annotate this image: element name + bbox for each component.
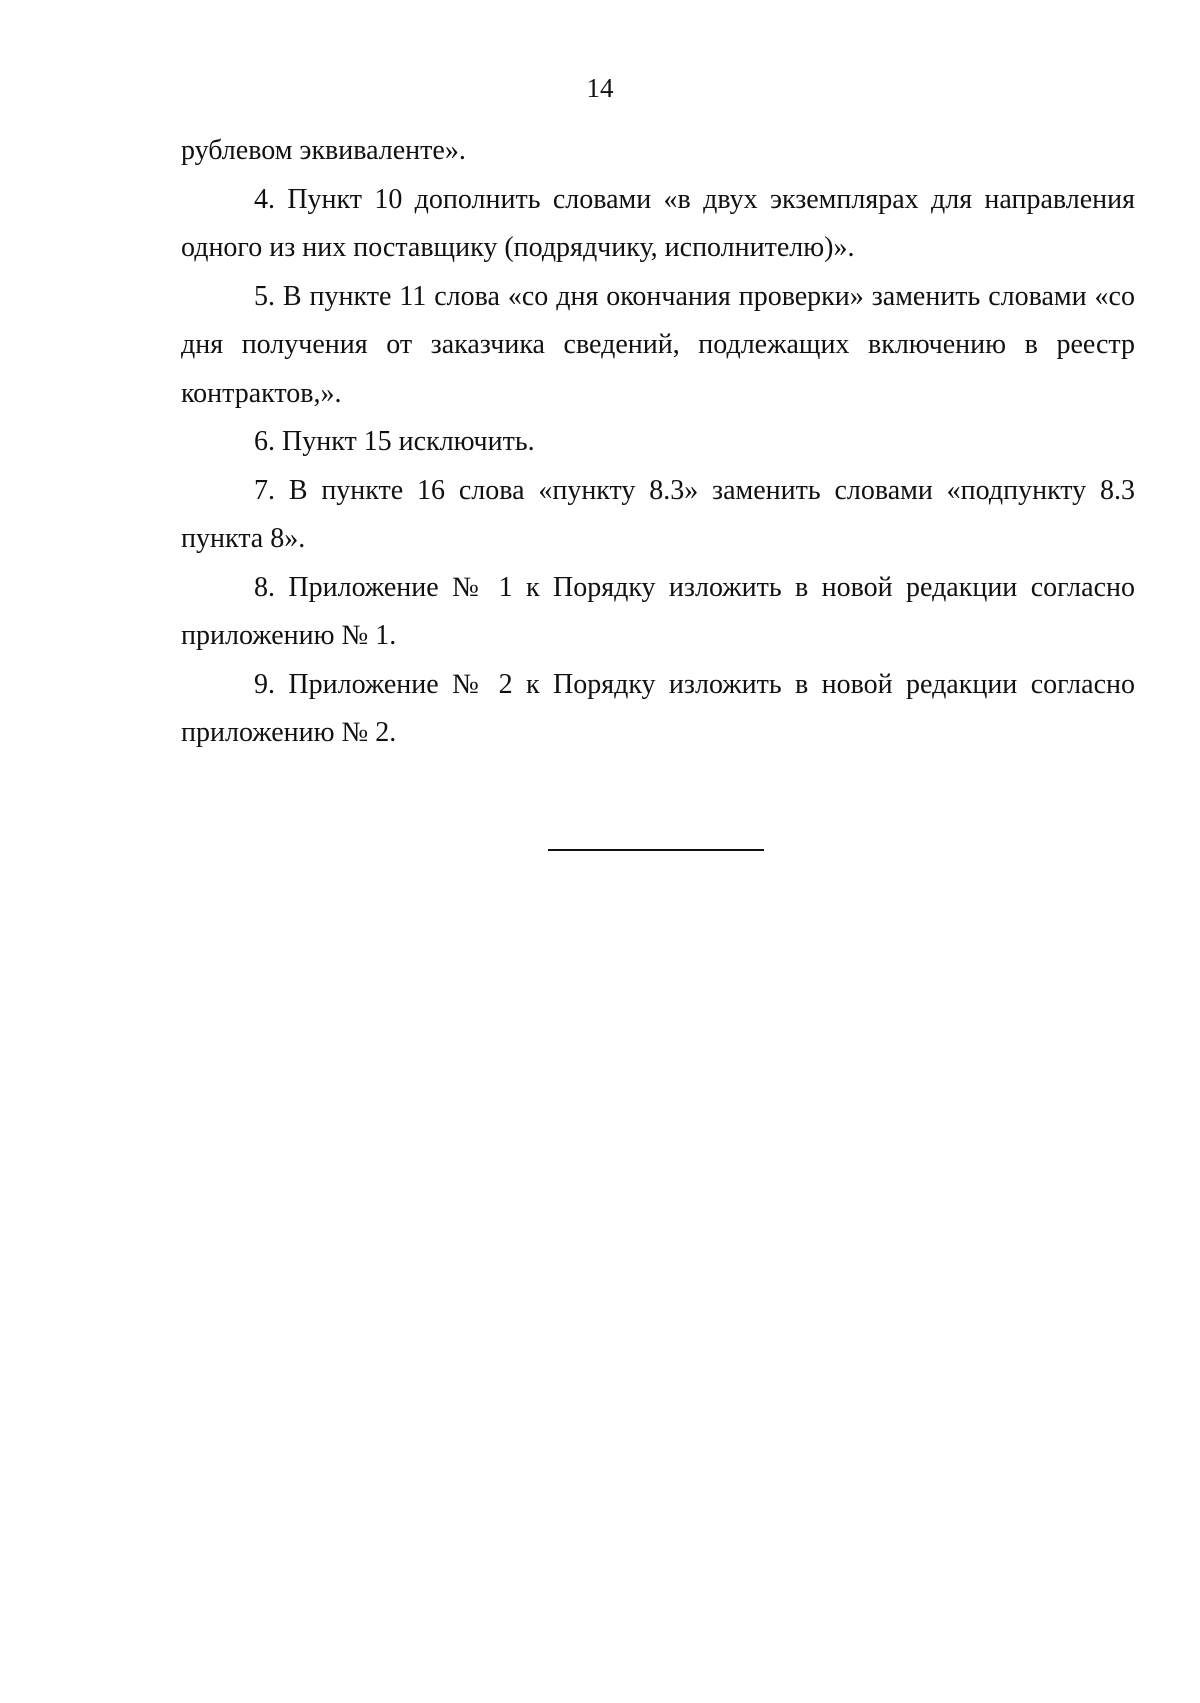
document-body [181,127,1135,758]
page-number: 14 [586,73,614,103]
paragraph-continuation: рублевом эквиваленте». [181,135,466,166]
paragraph-item-5: 5. В пункте 11 слова «со дня окончания проверки» заменить словами «со дня получения от заказчика сведений, подлежащих включению в реестр контрактов,». [181,280,1135,409]
paragraph-item-9: 9. Приложение № 2 к Порядку изложить в новой редакции согласно приложению № 2. [181,668,1135,748]
paragraph-item-6: 6. Пункт 15 исключить. [254,426,535,457]
paragraph-item-7: 7. В пункте 16 слова «пункту 8.3» заменить словами «подпункту 8.3 пункта 8». [181,474,1135,554]
paragraph-item-4: 4. Пункт 10 дополнить словами «в двух экземплярах для направления одного из них поставщику (подрядчику, исполнителю)». [181,183,1135,263]
paragraph-item-8: 8. Приложение № 1 к Порядку изложить в новой редакции согласно приложению № 1. [181,571,1135,651]
end-separator-line [548,849,764,851]
